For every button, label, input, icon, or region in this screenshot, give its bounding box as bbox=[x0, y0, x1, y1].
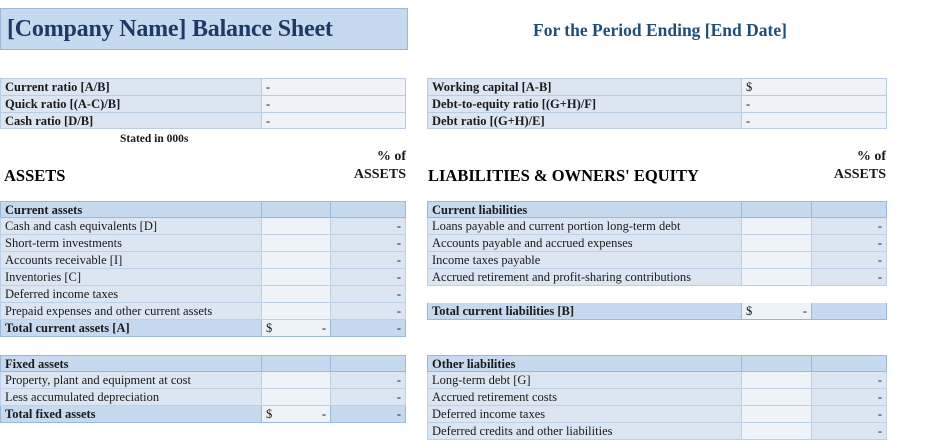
ratios-left-block bbox=[0, 78, 406, 129]
row-percent: - bbox=[331, 269, 406, 286]
table-row[interactable] bbox=[0, 389, 406, 406]
group-amount-header bbox=[742, 201, 812, 218]
row-percent: - bbox=[331, 389, 406, 406]
table-row[interactable] bbox=[0, 252, 406, 269]
group-pct-header bbox=[331, 355, 406, 372]
currency-symbol: $ bbox=[746, 304, 753, 318]
other-liabilities-table bbox=[427, 355, 887, 440]
ratio-row[interactable] bbox=[427, 95, 887, 112]
table-group-header bbox=[0, 201, 406, 218]
group-title: Current assets bbox=[0, 201, 262, 218]
table-row[interactable] bbox=[0, 235, 406, 252]
ratio-value[interactable]: - bbox=[262, 78, 406, 95]
group-title: Current liabilities bbox=[427, 201, 742, 218]
table-row[interactable] bbox=[427, 235, 887, 252]
table-row[interactable] bbox=[0, 269, 406, 286]
row-percent: - bbox=[331, 235, 406, 252]
ratio-label: Quick ratio [(A-C)/B] bbox=[0, 95, 262, 112]
ratio-row[interactable] bbox=[0, 112, 406, 129]
table-group-header bbox=[427, 355, 887, 372]
row-amount[interactable] bbox=[262, 286, 331, 303]
table-group-header bbox=[427, 201, 887, 218]
row-label: Accounts receivable [I] bbox=[0, 252, 262, 269]
row-amount[interactable] bbox=[742, 235, 812, 252]
assets-heading: ASSETS bbox=[4, 166, 66, 185]
row-label: Accrued retirement costs bbox=[427, 389, 742, 406]
row-label: Accounts payable and accrued expenses bbox=[427, 235, 742, 252]
total-amount-value: - bbox=[321, 407, 326, 421]
ratio-row[interactable] bbox=[427, 78, 887, 95]
ratio-value[interactable]: - bbox=[742, 95, 887, 112]
row-percent: - bbox=[812, 252, 887, 269]
row-percent: - bbox=[812, 218, 887, 235]
ratio-label: Working capital [A-B] bbox=[427, 78, 742, 95]
row-label: Deferred income taxes bbox=[427, 406, 742, 423]
ratio-row[interactable] bbox=[427, 112, 887, 129]
row-amount[interactable] bbox=[262, 269, 331, 286]
row-amount[interactable] bbox=[262, 389, 331, 406]
row-label: Inventories [C] bbox=[0, 269, 262, 286]
row-amount[interactable] bbox=[742, 218, 812, 235]
ratio-value[interactable]: - bbox=[742, 112, 887, 129]
liabilities-pct-heading-line2: ASSETS bbox=[833, 167, 886, 182]
assets-pct-heading-line1: % of bbox=[376, 149, 406, 164]
table-row[interactable] bbox=[427, 372, 887, 389]
currency-symbol: $ bbox=[266, 407, 273, 421]
table-row[interactable] bbox=[427, 423, 887, 440]
row-percent: - bbox=[812, 423, 887, 440]
row-amount[interactable] bbox=[742, 372, 812, 389]
ratio-row[interactable] bbox=[0, 95, 406, 112]
row-amount[interactable] bbox=[262, 252, 331, 269]
current-liabilities-table bbox=[427, 201, 887, 320]
row-label: Deferred income taxes bbox=[0, 286, 262, 303]
total-amount bbox=[742, 303, 812, 320]
row-amount[interactable] bbox=[742, 423, 812, 440]
row-percent: - bbox=[331, 286, 406, 303]
group-amount-header bbox=[742, 355, 812, 372]
row-percent: - bbox=[331, 252, 406, 269]
total-amount bbox=[262, 320, 331, 337]
ratio-value[interactable]: $ bbox=[742, 78, 887, 95]
ratios-right-block bbox=[427, 78, 887, 129]
row-amount[interactable] bbox=[262, 303, 331, 320]
total-amount bbox=[262, 406, 331, 423]
table-total-row bbox=[0, 406, 406, 423]
fixed-assets-table bbox=[0, 355, 406, 423]
row-percent: - bbox=[812, 235, 887, 252]
row-amount[interactable] bbox=[262, 218, 331, 235]
table-row[interactable] bbox=[0, 372, 406, 389]
group-amount-header bbox=[262, 355, 331, 372]
total-percent bbox=[812, 303, 887, 320]
company-title-band bbox=[0, 8, 408, 50]
group-pct-header bbox=[812, 355, 887, 372]
table-row[interactable] bbox=[427, 218, 887, 235]
page-title: [Company Name] Balance Sheet bbox=[7, 16, 333, 42]
assets-pct-heading-line2: ASSETS bbox=[353, 167, 406, 182]
group-amount-header bbox=[262, 201, 331, 218]
row-label: Accrued retirement and profit-sharing contributions bbox=[427, 269, 742, 286]
total-amount-value: - bbox=[321, 321, 326, 335]
row-amount[interactable] bbox=[262, 235, 331, 252]
current-assets-table bbox=[0, 201, 406, 337]
row-percent: - bbox=[812, 389, 887, 406]
group-title: Fixed assets bbox=[0, 355, 262, 372]
ratio-label: Debt-to-equity ratio [(G+H)/F] bbox=[427, 95, 742, 112]
row-percent: - bbox=[812, 372, 887, 389]
row-percent: - bbox=[331, 218, 406, 235]
table-group-header bbox=[0, 355, 406, 372]
ratio-label: Cash ratio [D/B] bbox=[0, 112, 262, 129]
row-amount[interactable] bbox=[742, 252, 812, 269]
row-percent: - bbox=[331, 372, 406, 389]
total-label: Total current assets [A] bbox=[0, 320, 262, 337]
total-label: Total fixed assets bbox=[0, 406, 262, 423]
group-pct-header bbox=[812, 201, 887, 218]
table-row[interactable] bbox=[427, 269, 887, 286]
row-label: Property, plant and equipment at cost bbox=[0, 372, 262, 389]
ratio-value[interactable]: - bbox=[262, 112, 406, 129]
ratio-value[interactable]: - bbox=[262, 95, 406, 112]
period-heading: For the Period Ending [End Date] bbox=[533, 20, 787, 40]
row-label: Deferred credits and other liabilities bbox=[427, 423, 742, 440]
table-row[interactable] bbox=[0, 218, 406, 235]
table-row[interactable] bbox=[427, 389, 887, 406]
row-percent: - bbox=[812, 406, 887, 423]
row-label: Cash and cash equivalents [D] bbox=[0, 218, 262, 235]
table-row[interactable] bbox=[0, 303, 406, 320]
row-label: Short-term investments bbox=[0, 235, 262, 252]
group-pct-header bbox=[331, 201, 406, 218]
stated-in-note: Stated in 000s bbox=[120, 133, 189, 145]
group-title: Other liabilities bbox=[427, 355, 742, 372]
ratio-label: Current ratio [A/B] bbox=[0, 78, 262, 95]
row-percent: - bbox=[812, 269, 887, 286]
total-percent: - bbox=[331, 406, 406, 423]
total-label: Total current liabilities [B] bbox=[427, 303, 742, 320]
row-label: Income taxes payable bbox=[427, 252, 742, 269]
liabilities-heading: LIABILITIES & OWNERS' EQUITY bbox=[428, 166, 699, 185]
table-total-row bbox=[427, 303, 887, 320]
spacer-row bbox=[427, 286, 887, 303]
row-label: Less accumulated depreciation bbox=[0, 389, 262, 406]
currency-symbol: $ bbox=[266, 321, 273, 335]
table-total-row bbox=[0, 320, 406, 337]
ratio-row[interactable] bbox=[0, 78, 406, 95]
liabilities-pct-heading-line1: % of bbox=[856, 149, 886, 164]
table-row[interactable] bbox=[427, 252, 887, 269]
row-label: Long-term debt [G] bbox=[427, 372, 742, 389]
row-amount[interactable] bbox=[742, 389, 812, 406]
row-label: Prepaid expenses and other current assets bbox=[0, 303, 262, 320]
row-label: Loans payable and current portion long-term debt bbox=[427, 218, 742, 235]
table-row[interactable] bbox=[0, 286, 406, 303]
row-amount[interactable] bbox=[742, 269, 812, 286]
row-amount[interactable] bbox=[262, 372, 331, 389]
total-percent: - bbox=[331, 320, 406, 337]
table-row[interactable] bbox=[427, 406, 887, 423]
row-amount[interactable] bbox=[742, 406, 812, 423]
row-percent: - bbox=[331, 303, 406, 320]
ratio-label: Debt ratio [(G+H)/E] bbox=[427, 112, 742, 129]
total-amount-value: - bbox=[802, 304, 807, 318]
